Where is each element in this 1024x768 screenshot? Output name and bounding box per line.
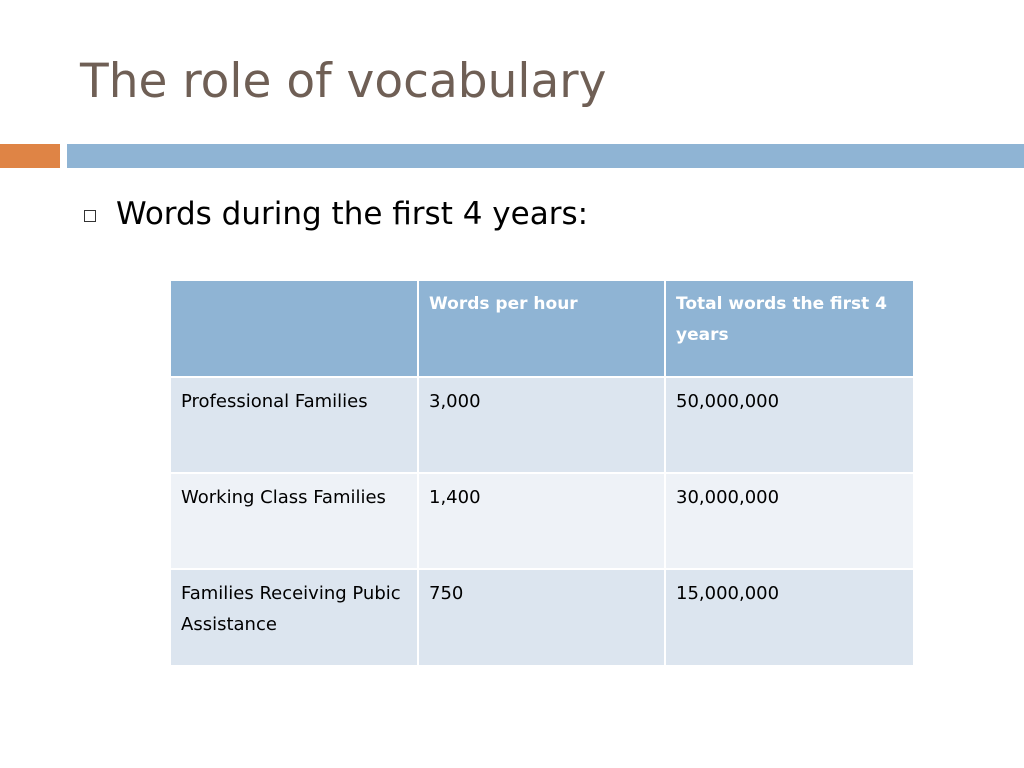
- vocabulary-table: [171, 281, 913, 665]
- table-cell: 30,000,000: [665, 473, 913, 569]
- table-row: [171, 569, 913, 665]
- table-cell: Families Receiving Pubic Assistance: [171, 569, 418, 665]
- table-cell: 3,000: [418, 377, 665, 473]
- bullet-item: [84, 192, 588, 236]
- table-cell: Working Class Families: [171, 473, 418, 569]
- hollow-square-bullet-icon: [84, 210, 96, 222]
- table-header-cell: [171, 281, 418, 377]
- slide-title: The role of vocabulary: [80, 54, 607, 109]
- table-header-cell: Words per hour: [418, 281, 665, 377]
- table-row: [171, 377, 913, 473]
- table-cell: Professional Families: [171, 377, 418, 473]
- table-row: [171, 473, 913, 569]
- table-header-cell: Total words the first 4 years: [665, 281, 913, 377]
- accent-bar-blue: [67, 144, 1024, 168]
- table-header-row: [171, 281, 913, 377]
- bullet-text: Words during the first 4 years:: [116, 196, 589, 232]
- accent-bar-orange: [0, 144, 60, 168]
- table-cell: 1,400: [418, 473, 665, 569]
- table-cell: 50,000,000: [665, 377, 913, 473]
- table-cell: 15,000,000: [665, 569, 913, 665]
- table-cell: 750: [418, 569, 665, 665]
